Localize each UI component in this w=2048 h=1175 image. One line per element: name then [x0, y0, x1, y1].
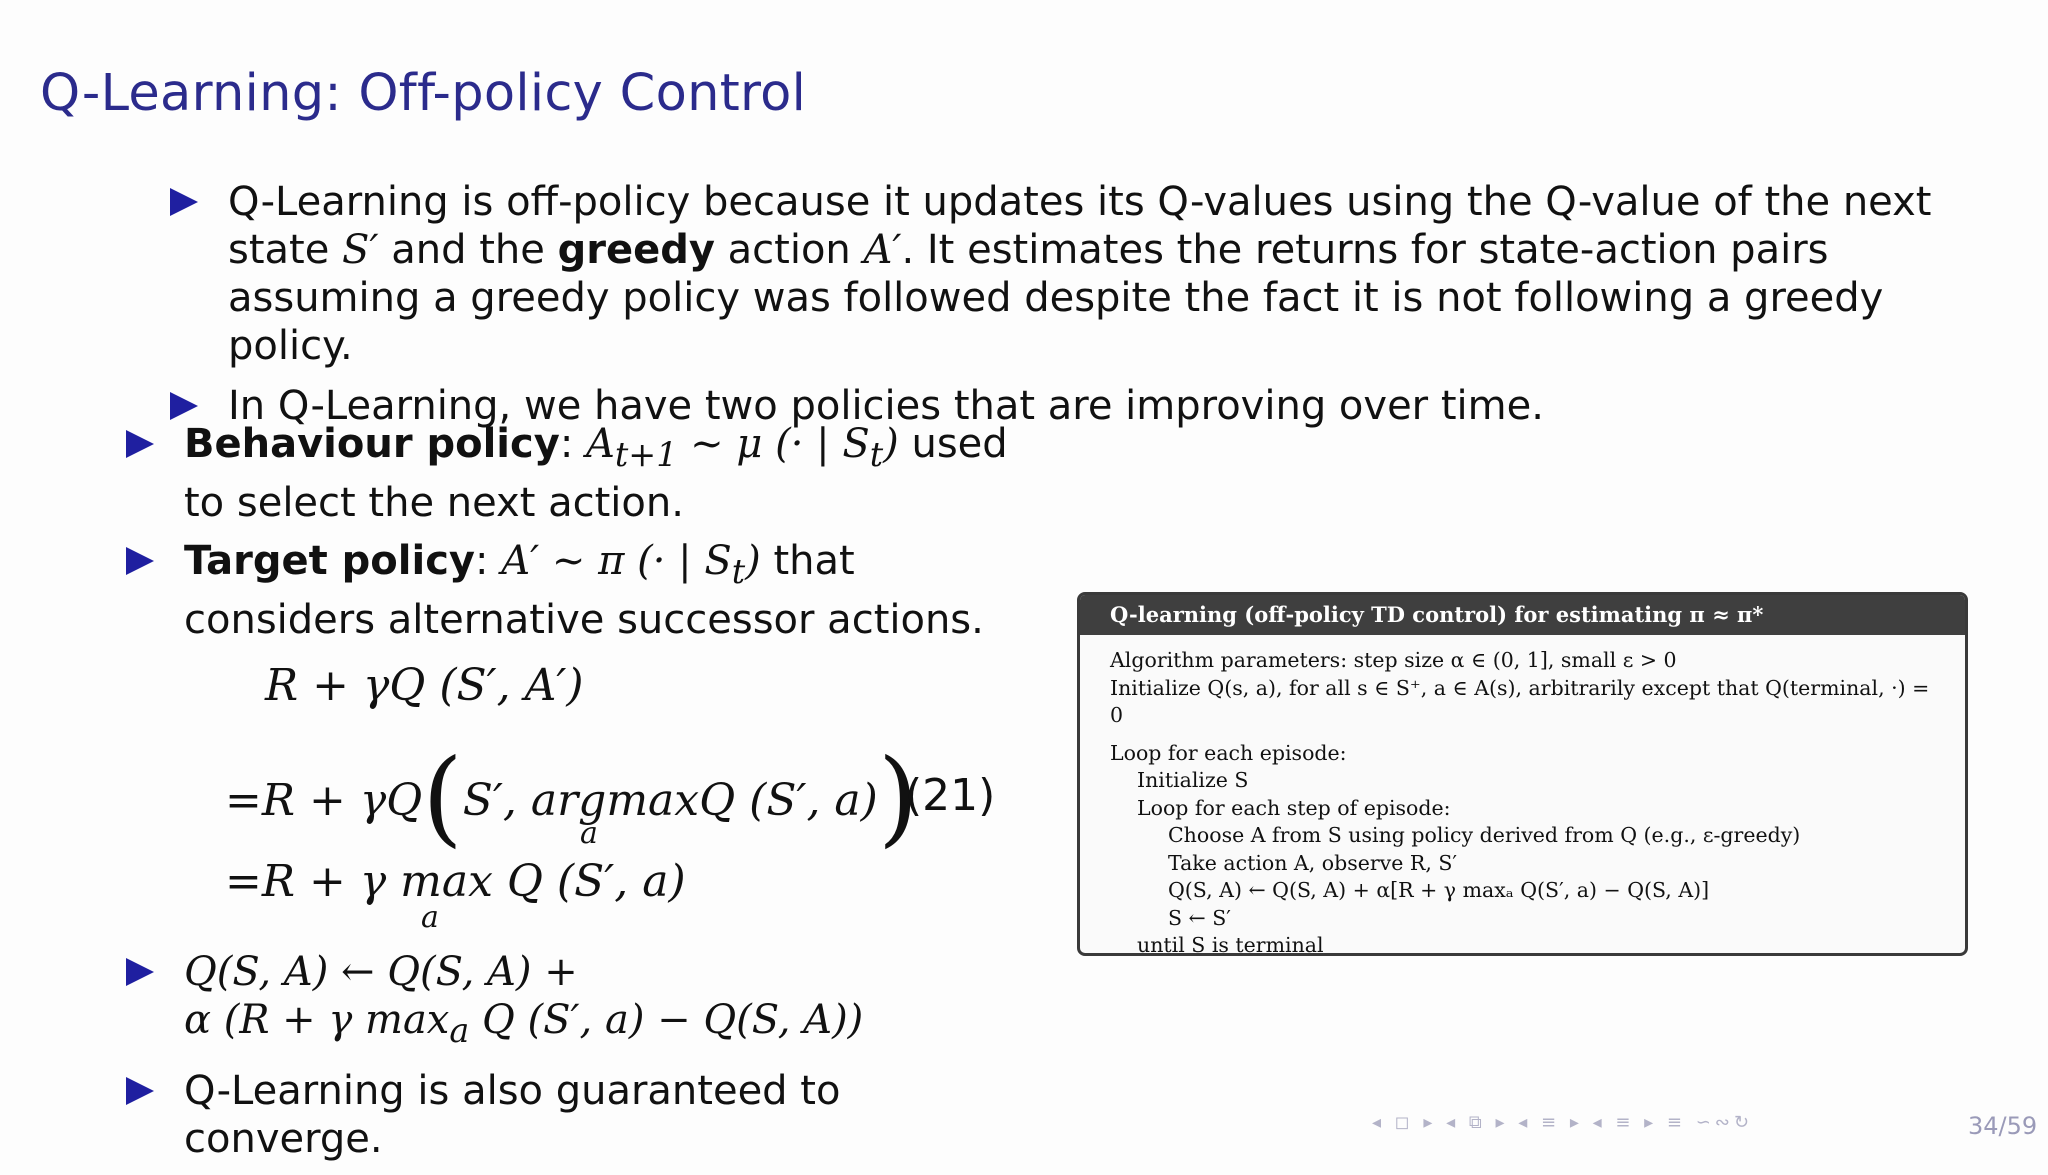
update-part: Q (S′, a) − Q(S, A)): [469, 997, 864, 1043]
beamer-navigation-icons[interactable]: ◂ ◻ ▸ ◂ ⧉ ▸ ◂ ≡ ▸ ◂ ≡ ▸ ≡ ∽∾↻: [1372, 1112, 1753, 1133]
math-sub: a: [449, 1011, 470, 1050]
algorithm-header: Q-learning (off-policy TD control) for estimating π ≈ π*: [1080, 595, 1965, 635]
page-number: 34/59: [1968, 1112, 2038, 1140]
math-pi: A′ ~ π (· | S: [501, 538, 732, 584]
algo-until: until S is terminal: [1137, 933, 1324, 956]
bold-behaviour: Behaviour policy: [184, 421, 560, 467]
math-a: A: [586, 421, 615, 467]
bullet-text: action: [727, 227, 851, 273]
math-close: ): [883, 421, 899, 467]
bullet-converge: [126, 1067, 1026, 1163]
algo-init: Initialize Q(s, a), for all s ∈ S⁺, a ∈ A(s), arbitrarily except that Q(terminal, ·) = 0: [1110, 675, 1930, 727]
spacer: [1110, 730, 1935, 740]
bullet-text: used to select the next action.: [184, 421, 1008, 526]
math-s-prime: S′: [342, 227, 379, 273]
math-mu: ~ μ (· | S: [677, 421, 870, 467]
target-math: [501, 538, 761, 591]
behaviour-math: [586, 421, 899, 474]
right-paren: ): [877, 736, 919, 858]
equation-line-2: [225, 736, 918, 858]
update-line-1: Q(S, A) ← Q(S, A) +: [184, 949, 578, 995]
colon: :: [474, 538, 489, 584]
bullet-update-rule: [126, 948, 1026, 1055]
argmax-subscript: a: [580, 816, 598, 851]
algo-assign: S ← S′: [1168, 905, 1231, 930]
equation-line-1: R + γQ (S′, A′): [265, 660, 584, 711]
equation-21: [225, 660, 1025, 935]
algo-take: Take action A, observe R, S′: [1168, 850, 1458, 875]
math-sub: t: [869, 435, 884, 474]
equation-line-3: =R + γ max Q (S′, a): [225, 856, 686, 907]
algo-loop-episode: Loop for each episode:: [1110, 740, 1347, 765]
algorithm-body: [1080, 635, 1965, 956]
bullet-text: . It estimates the returns for state-action pairs assuming a greedy policy was followed despite the fact it is not following a greedy policy.: [228, 227, 1884, 369]
eq-inner: S′, argmaxQ (S′, a): [462, 775, 878, 826]
math-sub: t: [731, 552, 746, 591]
update-part: α (R + γ max: [184, 997, 450, 1043]
bullet-behaviour-policy: [126, 420, 1026, 527]
left-paren: (: [422, 736, 463, 858]
algo-init-s: Initialize S: [1137, 768, 1249, 792]
math-a-prime: A′: [863, 227, 902, 273]
bullet-triangle-icon: [126, 430, 154, 458]
bullet-triangle-icon: [126, 958, 154, 986]
update-bullet-list: [126, 948, 1026, 1175]
bold-target: Target policy: [184, 538, 475, 584]
math-close: ): [745, 538, 761, 584]
bullet-text: that considers alternative successor actions.: [184, 538, 984, 643]
slide-title: Q-Learning: Off-policy Control: [40, 64, 807, 123]
algo-update: Q(S, A) ← Q(S, A) + α[R + γ maxₐ Q(S′, a) − Q(S, A)]: [1168, 878, 1710, 902]
algo-choose: Choose A from S using policy derived from Q (e.g., ε-greedy): [1168, 823, 1801, 847]
bullet-off-policy: [170, 178, 1970, 370]
bullet-triangle-icon: [126, 547, 154, 575]
bullet-text: Q-Learning is also guaranteed to converge.: [184, 1068, 841, 1162]
update-line-2: [184, 997, 864, 1050]
colon: :: [559, 421, 574, 467]
math-sub: t+1: [614, 435, 678, 474]
eq-prefix: =R + γQ: [225, 775, 423, 826]
bold-greedy: greedy: [557, 227, 715, 273]
algo-params: Algorithm parameters: step size α ∈ (0, 1], small ε > 0: [1110, 648, 1677, 672]
bullet-text: In Q-Learning, we have two policies that are improving over time.: [228, 383, 1544, 429]
bullet-triangle-icon: [170, 392, 198, 420]
bullet-text: Q-Learning is off-policy because it updates its Q-values using the Q-value of the next state: [228, 179, 1932, 273]
max-subscript: a: [421, 900, 439, 935]
equation-number: (21): [905, 770, 996, 821]
top-bullet-list: [170, 178, 1970, 442]
policy-bullet-list: [126, 420, 1026, 654]
bullet-target-policy: [126, 537, 1026, 644]
bullet-triangle-icon: [126, 1077, 154, 1105]
algo-loop-step: Loop for each step of episode:: [1137, 795, 1451, 820]
bullet-text: and the: [391, 227, 545, 273]
bullet-triangle-icon: [170, 188, 198, 216]
algorithm-box: [1077, 592, 1968, 956]
